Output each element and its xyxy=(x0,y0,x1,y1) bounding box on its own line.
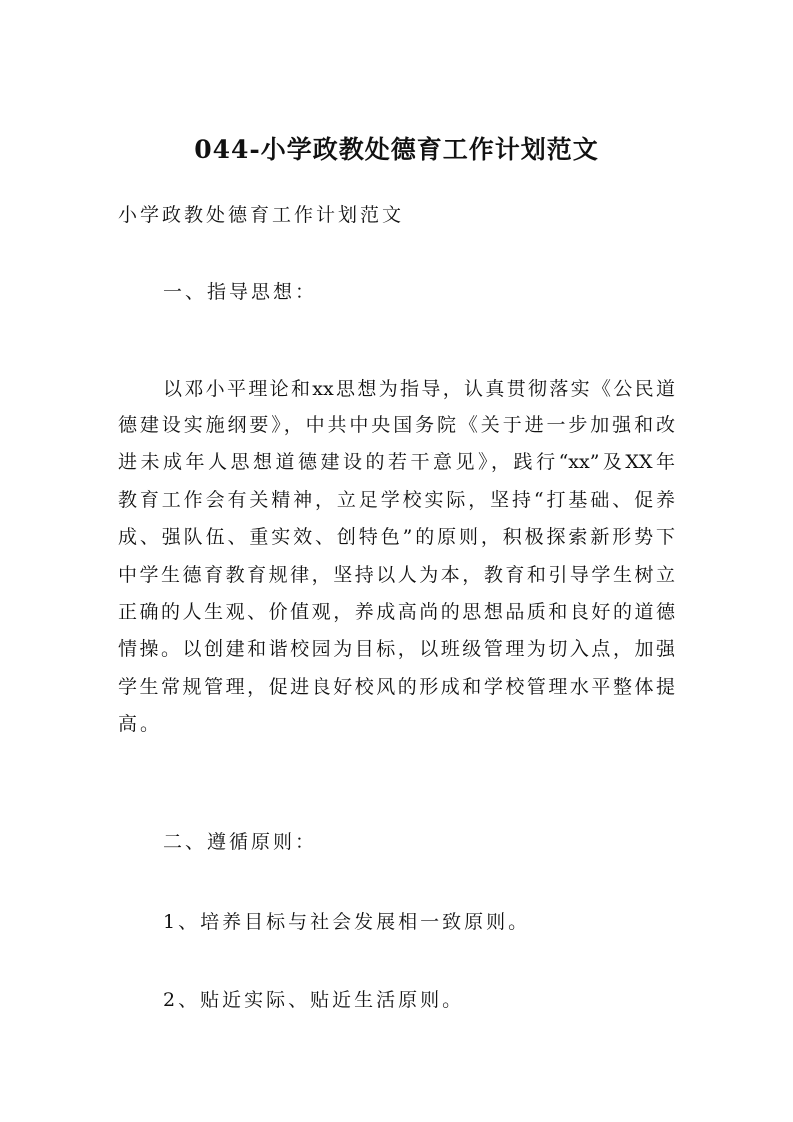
subtitle: 小学政教处德育工作计划范文 xyxy=(118,204,405,226)
paragraph-line: 中学生德育教育规律，坚持以人为本，教育和引导学生树立 xyxy=(118,564,675,586)
paragraph-line: 情操。以创建和谐校园为目标，以班级管理为切入点，加强 xyxy=(118,638,675,660)
principle-item: 1、培养目标与社会发展相一致原则。 xyxy=(163,911,531,933)
paragraph-line: 进未成年人思想道德建设的若干意见》，践行“xx”及XX年 xyxy=(118,451,675,473)
paragraph-line: 以邓小平理论和xx思想为指导，认真贯彻落实《公民道 xyxy=(163,378,675,400)
section-heading-guiding-ideology: 一、指导思想： xyxy=(163,281,318,303)
paragraph-line: 成、强队伍、重实效、创特色”的原则，积极探索新形势下 xyxy=(118,526,675,548)
paragraph-line: 德建设实施纲要》，中共中央国务院《关于进一步加强和改 xyxy=(118,414,675,436)
document-title: 044-小学政教处德育工作计划范文 xyxy=(194,135,599,164)
paragraph-line: 高。 xyxy=(118,713,163,735)
principle-item: 2、贴近实际、贴近生活原则。 xyxy=(163,989,465,1011)
paragraph-line: 正确的人生观、价值观，养成高尚的思想品质和良好的道德 xyxy=(118,601,675,623)
paragraph-line: 学生常规管理，促进良好校风的形成和学校管理水平整体提 xyxy=(118,676,675,698)
paragraph-line: 教育工作会有关精神，立足学校实际，坚持“打基础、促养 xyxy=(118,489,675,511)
section-heading-principles: 二、遵循原则： xyxy=(163,831,318,853)
